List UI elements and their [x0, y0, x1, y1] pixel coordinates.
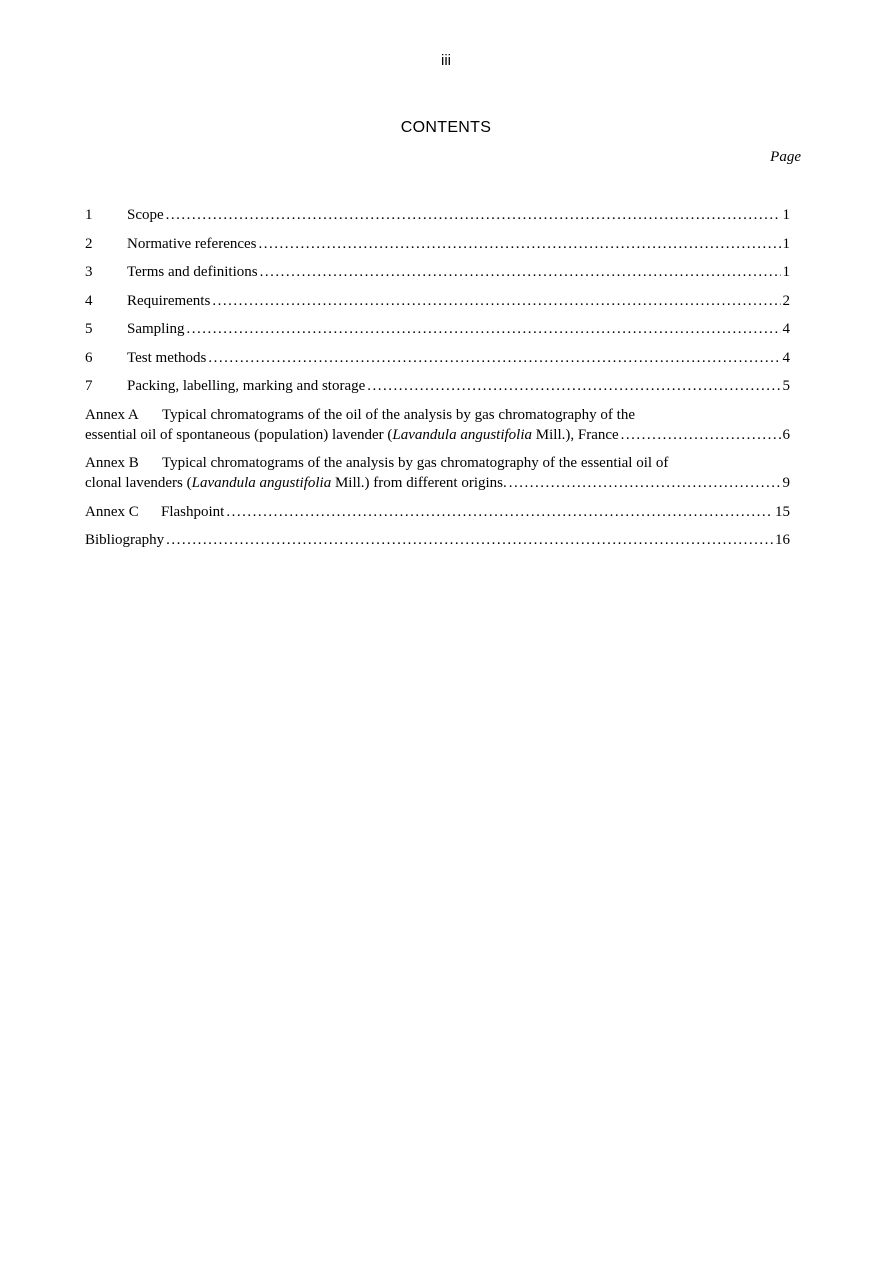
annex-label: Annex B — [85, 455, 139, 471]
toc-entry-title: Flashpoint — [161, 503, 225, 520]
toc-entry-packing[interactable] — [85, 376, 790, 396]
dot-leader — [208, 348, 780, 368]
toc-entry-requirements[interactable] — [85, 291, 790, 311]
toc-entry-page: 5 — [782, 378, 790, 394]
annex-title-line2 — [85, 473, 507, 493]
toc-entry-page: 15 — [775, 503, 790, 520]
toc-entry-scope[interactable] — [85, 205, 790, 225]
toc-entry-annex-c[interactable] — [85, 502, 790, 522]
annex-title-text: Mill.), France — [532, 426, 619, 443]
annex-title-line2 — [85, 425, 619, 445]
toc-entry-title: Packing, labelling, marking and storage — [127, 378, 366, 394]
annex-title-text: Mill.) from different origins. — [331, 475, 507, 491]
toc-entry-sampling[interactable] — [85, 319, 790, 339]
page-column-label: Page — [770, 149, 801, 165]
toc-entry-title: Scope — [127, 207, 164, 223]
dot-leader — [509, 473, 781, 493]
annex-title-line1: Typical chromatograms of the analysis by gas chromatography of the essential oil of — [162, 455, 669, 471]
annex-label: Annex C — [85, 503, 139, 520]
toc-entry-number: 7 — [85, 378, 93, 394]
toc-entry-bibliography[interactable] — [85, 530, 790, 550]
toc-entry-number: 1 — [85, 207, 93, 223]
toc-entry-page: 1 — [782, 235, 790, 252]
dot-leader — [367, 376, 780, 396]
page-number: iii — [441, 52, 451, 69]
toc-entry-title: Test methods — [127, 349, 207, 366]
toc-entry-number: 6 — [85, 349, 93, 366]
toc-entry-number: 2 — [85, 235, 93, 252]
toc-entry-page: 1 — [782, 207, 790, 223]
toc-entry-title: Normative references — [127, 235, 257, 252]
dot-leader — [259, 234, 781, 254]
toc-entry-title: Bibliography — [85, 532, 165, 548]
dot-leader — [166, 530, 773, 550]
toc-entry-number: 3 — [85, 264, 93, 280]
dot-leader — [212, 291, 780, 311]
toc-entry-number: 5 — [85, 321, 93, 337]
annex-label: Annex A — [85, 406, 139, 423]
annex-title-text: clonal lavenders ( — [85, 475, 192, 491]
page-title: CONTENTS — [400, 119, 492, 136]
table-of-contents — [85, 205, 790, 559]
dot-leader — [260, 262, 781, 282]
toc-entry-page: 4 — [782, 349, 790, 366]
toc-entry-annex-b[interactable] — [85, 453, 790, 493]
annex-title-text: essential oil of spontaneous (population) lavender ( — [85, 426, 393, 443]
toc-entry-normative-references[interactable] — [85, 234, 790, 254]
toc-entry-title: Sampling — [127, 321, 185, 337]
dot-leader — [166, 205, 781, 225]
dot-leader — [187, 319, 781, 339]
dot-leader — [226, 502, 773, 522]
toc-entry-terms-and-definitions[interactable] — [85, 262, 790, 282]
toc-entry-page: 1 — [782, 264, 790, 280]
annex-title-line1: Typical chromatograms of the oil of the analysis by gas chromatography of the — [162, 406, 635, 423]
toc-entry-title: Requirements — [127, 292, 211, 309]
toc-entry-page: 9 — [782, 475, 790, 491]
toc-entry-page: 2 — [782, 292, 790, 309]
toc-entry-page: 6 — [782, 426, 790, 443]
toc-entry-page: 4 — [782, 321, 790, 337]
species-name: Lavandula angustifolia — [191, 475, 332, 491]
toc-entry-test-methods[interactable] — [85, 348, 790, 368]
toc-entry-page: 16 — [775, 532, 790, 548]
toc-entry-number: 4 — [85, 292, 93, 309]
dot-leader — [621, 425, 781, 445]
toc-entry-annex-a[interactable] — [85, 405, 790, 445]
species-name: Lavandula angustifolia — [392, 426, 533, 443]
toc-entry-title: Terms and definitions — [127, 264, 258, 280]
